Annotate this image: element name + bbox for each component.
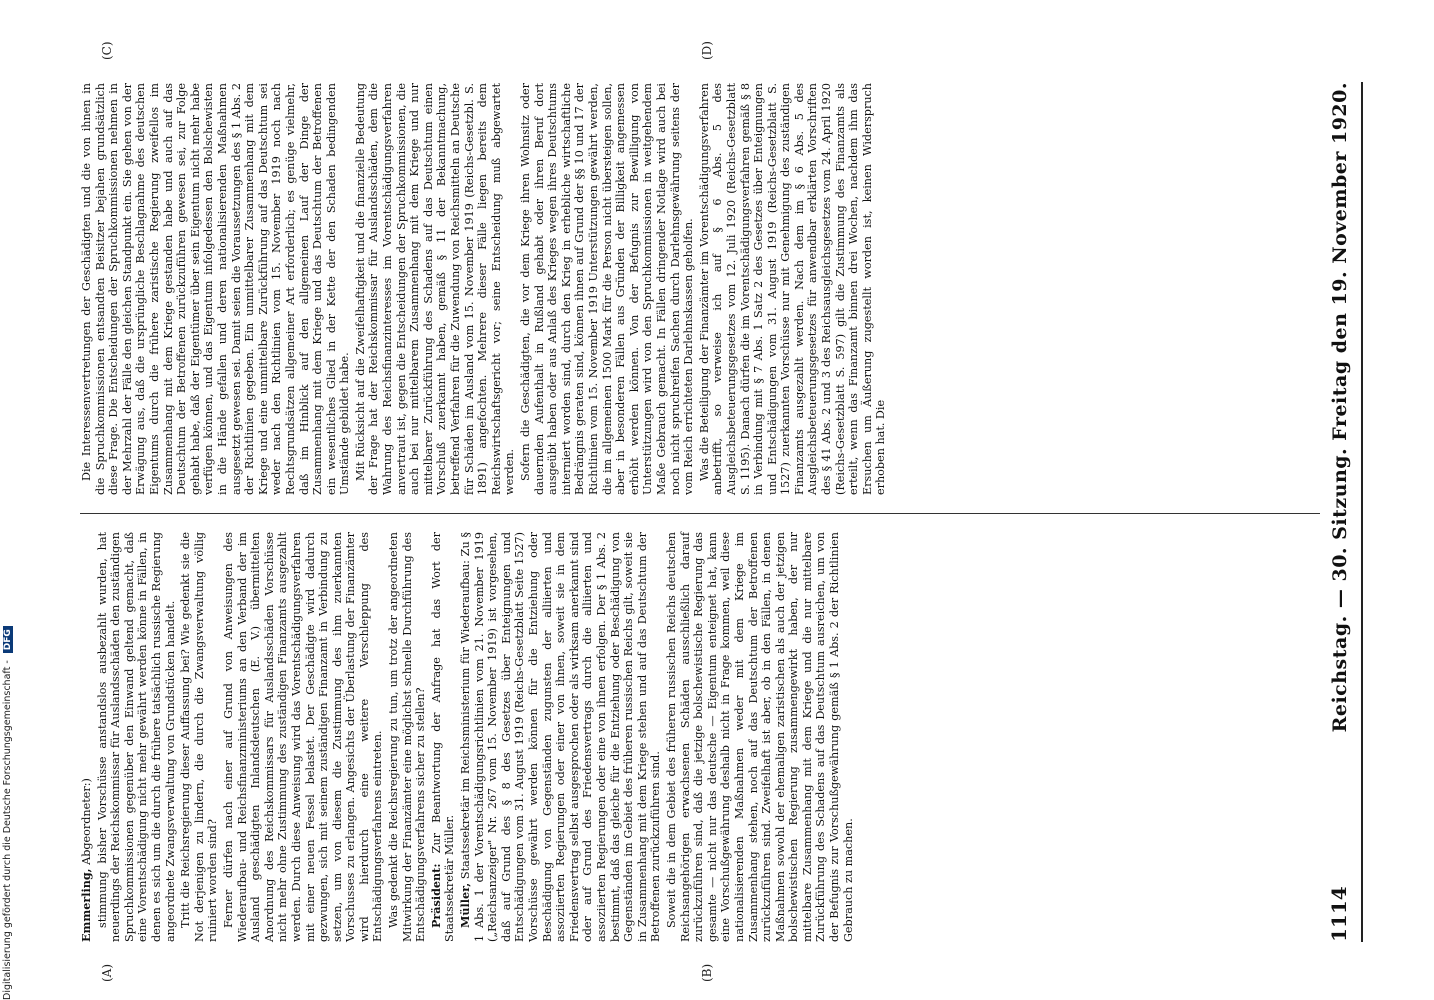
margin-letter-a: (A) [100, 963, 114, 982]
paragraph [80, 532, 94, 942]
running-head: Reichstag. — 30. Sitzung. Freitag den 19. November 1920. [1329, 82, 1351, 733]
column-divider [80, 513, 1320, 514]
speaker-name: Emmerling, [79, 868, 93, 942]
paragraph-text: Tritt die Reichsregierung dieser Auffassung bei? Wie gedenkt sie die Not derjenigen zu lindern, die durch die Zwangsverwaltung völlig ruiniert worden sind? [179, 532, 220, 942]
left-column [80, 532, 1380, 942]
paragraph [459, 532, 663, 942]
paragraph-text: stimmung bisher Vorschüsse anstandslos ausbezahlt wurden, hat neuerdings der Reichskommissar für Auslandsschäden den zuständigen Spruchkommissionen gegenüber den Einwand geltend gemacht, daß eine Vorentschädigung nicht mehr gewährt werden könne in Fällen, in denen es sich um die durch die frühere tatsächlich russische Regierung angeordnete Zwangsverwaltung von Grundstücken handelt. [95, 532, 177, 942]
paragraph [387, 532, 428, 942]
paragraph-text: Mit Rücksicht auf die Zweifelhaftigkeit und die finanzielle Bedeutung der Frage hat der Reichskommissar für Auslandsschäden, dem die Wahrung des Reichsfinanzinteresses im Vorentschädigungsverfahren anvertraut ist, gegen die Entscheidungen der Spruchkommissionen, die auch bei nur mittelbarem Zusammenhang mit dem Kriege und nur mittelbarer Zurückführung des Schadens auf das Deutschtum einen Vorschuß zuerkannt haben, gemäß § 11 der Bekanntmachung, betreffend Verfahren für die Zuwendung von Reichsmitteln an Deutsche für Schäden im Ausland vom 15. November 1919 (Reichs-Gesetzbl. S. 1891) angefochten. Mehrere dieser Fälle liegen bereits dem Reichswirtschaftsgericht vor; seine Entscheidung muß abgewartet werden. [353, 83, 517, 495]
paragraph [665, 532, 855, 942]
paragraph-text: Die Interessenvertretungen der Geschädigten und die von ihnen in die Spruchkommissionen entsandten Beisitzer bejahen grundsätzlich diese Frage. Die Entscheidungen der Spruchkommissionen nehmen in der Mehrzahl der Fälle den gleichen Standpunkt ein. Sie gehen von der Erwägung aus, daß die ursprüngliche Beschlagnahme des deutschen Eigentums durch die frühere zaristische Regierung zweifellos im Zusammenhang mit dem Kriege gestanden habe und auch auf das Deutschtum der Betroffenen zurückzuführen gewesen sei, zur Folge gehabt habe, daß der Eigentümer über sein Eigentum nicht mehr habe verfügen können, und das Eigentum infolgedessen den Bolschewisten in die Hände gefallen und deren nationalisierenden Maßnahmen ausgesetzt gewesen sei. Damit seien die Voraussetzungen des § 1 Abs. 2 der Richtlinien gegeben. Ein unmittelbarer Zusammenhang mit dem Kriege und eine unmittelbare Zurückführung auf das Deutschtum sei weder nach den Richtlinien vom 15. November 1919 noch nach Rechtsgrundsätzen allgemeiner Art erforderlich; es genüge vielmehr, daß im Hinblick auf den allgemeinen Lauf der Dinge der Zusammenhang mit dem Kriege und das Deutschtum der Betroffenen ein wesentliches Glied in der Kette der den Schaden bedingenden Umstände gebildet habe. [80, 83, 352, 495]
paragraph [96, 532, 178, 942]
right-column [80, 83, 1380, 495]
paragraph-text: Zur Beantwortung der Anfrage hat das Wort der Staatssekretär Müller. [429, 532, 457, 942]
paragraph-text: Ferner dürfen nach einer auf Grund von Anweisungen des Wiederaufbau- und Reichsfinanzministeriums an den Verband der im Ausland geschädigten Inlandsdeutschen (E. V.) übermittelten Anordnung des Reichskommissars für Auslandsschäden Vorschüsse nicht mehr ohne Zustimmung des zuständigen Finanzamts ausgezahlt werden. Durch diese Anweisung wird das Vorentschädigungsverfahren mit einer neuen Fessel belastet. Der Geschädigte wird dadurch gezwungen, sich mit seinem zuständigen Finanzamt in Verbindung zu setzen, um von diesem die Zustimmung des ihm zuerkannten Vorschusses zu erlangen. Angesichts der Überlastung der Finanzämter wird hierdurch eine weitere Verschleppung des Entschädigungsverfahrens eintreten. [221, 532, 385, 942]
paragraph [519, 83, 696, 495]
speaker-name: Präsident: [428, 863, 443, 928]
paragraph-text: Soweit die in dem Gebiet des früheren russischen Reichs deutschen Reichsangehörigen erwachsenen Schäden ausschließlich darauf zurückzuführen sind, daß die jetzige bolschewistische Regierung das gesamte — nicht nur das deutsche — Eigentum enteignet hat, kann eine Vorschußgewährung deshalb nicht in Frage kommen, weil diese nationalisierenden Maßnahmen weder mit dem Kriege im Zusammenhang stehen, noch auf das Deutschtum der Betroffenen zurückzuführen sind. Zweifelhaft ist aber, ob in den Fällen, in denen Maßnahmen sowohl der ehemaligen zaristischen als auch der jetzigen bolschewistischen Regierung zusammengewirkt haben, der nur mittelbare Zusammenhang mit dem Kriege und die nur mittelbare Zurückführung des Schadens auf das Deutschtum ausreichen, um von der Befugnis zur Vorschußgewährung gemäß § 1 Abs. 2 der Richtlinien Gebrauch zu machen. [664, 532, 855, 942]
paragraph-text: Sofern die Geschädigten, die vor dem Kriege ihren Wohnsitz oder dauernden Aufenthalt in Rußland gehabt oder ihren Beruf dort ausgeübt haben oder aus Anlaß des Krieges wegen ihres Deutschtums interniert worden sind, durch den Krieg in erhebliche wirtschaftliche Bedrängnis geraten sind, können ihnen auf Grund der §§ 10 und 17 der Richtlinien vom 15. November 1919 Unterstützungen gewährt werden, die im allgemeinen 1500 Mark für die Person nicht übersteigen sollen, aber in besonderen Fällen aus Gründen der Billigkeit angemessen erhöht werden können. Von der Befugnis zur Bewilligung von Unterstützungen wird von den Spruchkommissionen in weitgehendem Maße Gebrauch gemacht. In Fällen dringender Notlage wird auch bei noch nicht spruchreifen Sachen durch Darlehnsgewährung seitens der vom Reich errichteten Darlehnskassen geholfen. [519, 83, 696, 495]
page-number: 1114 [1327, 886, 1351, 942]
paragraph [354, 83, 517, 495]
digitization-credit [2, 626, 13, 1000]
paragraph [430, 532, 457, 942]
margin-letter-d: (D) [700, 41, 714, 60]
speaker-name: Müller, [458, 882, 473, 928]
dfg-logo: DFG [3, 626, 13, 653]
paragraph-text: Was gedenkt die Reichsregierung zu tun, um trotz der angeordneten Mitwirkung der Finanzämter eine möglichst schnelle Durchführung des Entschädigungsverfahrens sicher zu stellen? [387, 532, 428, 942]
speaker-note: Abgeordneter:) [80, 778, 93, 865]
margin-letter-b: (B) [700, 963, 714, 982]
paragraph [179, 532, 220, 942]
margin-letter-c: (C) [100, 41, 114, 60]
credit-text: Digitalisierung gefördert durch die Deutsche Forschungsgemeinschaft - [2, 660, 13, 1000]
paragraph-text: Staatssekretär im Reichsministerium für Wiederaufbau: Zu § 1 Abs. 1 der Vorentschädigungsrichtlinien vom 21. November 1919 („Reichsanzeiger" Nr. 267 vom 15. November 1919) ist vorgesehen, daß auf Grund des § 8 des Gesetzes über Enteignungen und Entschädigungen vom 31. August 1919 (Reichs-Gesetzblatt Seite 1527) Vorschüsse gewährt werden können für die Entziehung oder Beschädigung von Gegenständen zugunsten der alliierten und assoziierten Regierungen oder einer von ihnen, soweit sie in dem Friedensvertrag selbst ausgesprochen oder als wirksam anerkannt sind oder auf Grund des Friedensvertrags durch die alliierten und assoziierten Regierungen oder eine von ihnen erfolgen. Der § 1 Abs. 2 bestimmt, daß das gleiche für die Entziehung oder Beschädigung von Gegenständen im Gebiet des früheren russischen Reichs gilt, soweit sie in Zusammenhang mit dem Kriege stehen und auf das Deutschtum der Betroffenen zurückzuführen sind. [459, 532, 663, 942]
paragraph-text: Was die Beteiligung der Finanzämter im Vorentschädigungsverfahren anbetrifft, so verweise ich auf § 6 Abs. 5 des Ausgleichsbeteuerungsgesetzes vom 12. Juli 1920 (Reichs-Gesetzblatt S. 1195). Danach dürfen die im Vorentschädigungsverfahren gemäß § 8 in Verbindung mit § 7 Abs. 1 Satz 2 des Gesetzes über Enteignungen und Entschädigungen vom 31. August 1919 (Reichs-Gesetzblatt S. 1527) zuerkannten Vorschüsse nur mit Genehmigung des zuständigen Finanzamts ausgezahlt werden. Nach dem im § 6 Abs. 5 des Ausgleichsbeteuerungsgesetzes für anwendbar erklärten Vorschriften des § 41 Abs. 2 und 3 des Reichsausgleichsgesetzes vom 24. April 1920 (Reichs-Gesetzblatt S. 597) gilt die Zustimmung des Finanzamts als erteilt, wenn das Finanzamt binnen drei Wochen, nachdem ihm das Ersuchen um Äußerung zugestellt worden ist, keinen Widerspruch erhoben hat. Die [697, 83, 888, 495]
paragraph [698, 83, 888, 495]
paragraph [80, 83, 352, 495]
paragraph [222, 532, 385, 942]
